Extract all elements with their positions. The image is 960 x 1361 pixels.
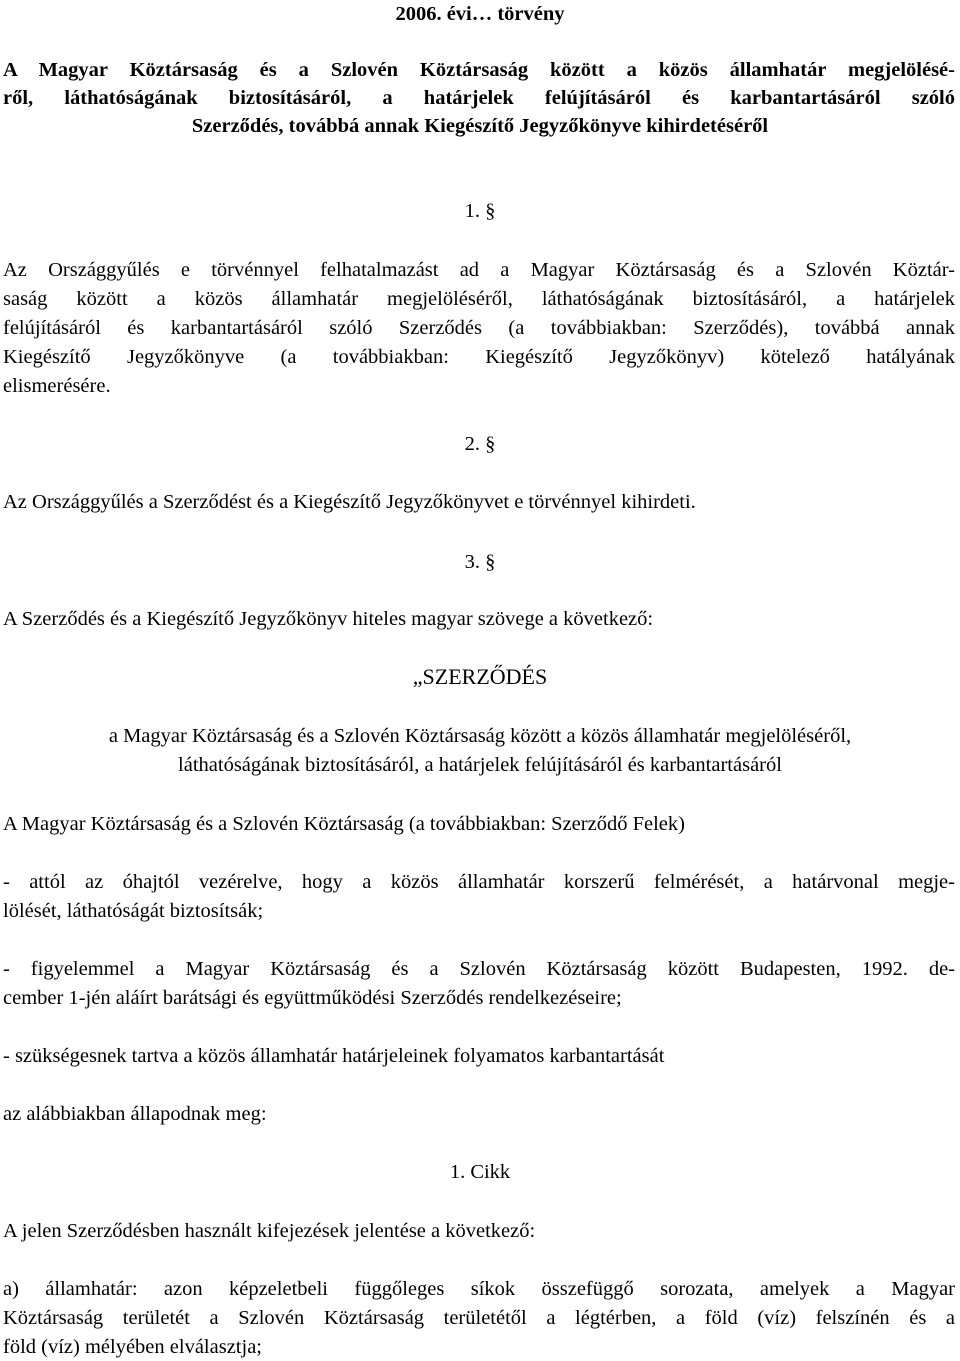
- section-1-line-1: Az Országgyűlés e törvénnyel felhatalmazást ad a Magyar Köztársaság és a Szlovén Köztár-: [3, 259, 955, 281]
- recital-2-line-1: - figyelemmel a Magyar Köztársaság és a Szlovén Köztársaság között Budapesten, 1992. de-: [3, 958, 955, 980]
- recital-1-line-2: lölését, láthatóságát biztosítsák;: [3, 900, 264, 922]
- act-subject-line-3: Szerződés, továbbá annak Kiegészítő Jegyzőkönyve kihirdetéséről: [191, 115, 769, 137]
- recital-2-line-2: cember 1-jén aláírt barátsági és együttműködési Szerződés rendelkezéseire;: [3, 987, 622, 1009]
- treaty-title: „SZERZŐDÉS: [412, 664, 548, 689]
- treaty-parties: A Magyar Köztársaság és a Szlovén Köztársaság (a továbbiakban: Szerződő Felek): [3, 813, 685, 835]
- treaty-agreement: az alábbiakban állapodnak meg:: [3, 1103, 267, 1125]
- article-1-intro: A jelen Szerződésben használt kifejezések jelentése a következő:: [3, 1220, 536, 1242]
- treaty-subtitle-line-1: a Magyar Köztársaság és a Szlovén Köztársaság között a közös államhatár megjelöléséről,: [108, 725, 852, 747]
- article-1-heading: 1. Cikk: [449, 1161, 511, 1183]
- act-title: 2006. évi… törvény: [395, 3, 565, 25]
- recital-3-line-1: - szükségesnek tartva a közös államhatár határjeleinek folyamatos karbantartását: [3, 1045, 665, 1067]
- section-1-line-2: saság között a közös államhatár megjelöléséről, láthatóságának biztosításáról, a határjelek: [3, 288, 955, 310]
- section-1-line-5: elismerésére.: [3, 375, 111, 397]
- definition-a-line-2: Köztársaság területét a Szlovén Köztársaság területétől a légtérben, a föld (víz) felszínén és a: [3, 1307, 955, 1329]
- section-1-line-3: felújításáról és karbantartásáról szóló Szerződés (a továbbiakban: Szerződés), továbbá annak: [3, 317, 955, 339]
- treaty-subtitle-line-2: láthatóságának biztosításáról, a határjelek felújításáról és karbantartásáról: [178, 754, 782, 776]
- section-3-heading: 3. §: [464, 551, 496, 573]
- section-3-line-1: A Szerződés és a Kiegészítő Jegyzőkönyv hiteles magyar szövege a következő:: [3, 608, 654, 630]
- definition-a-line-3: föld (víz) mélyében elválasztja;: [3, 1336, 262, 1358]
- definition-a-line-1: a) államhatár: azon képzeletbeli függőleges síkok összefüggő sorozata, amelyek a Magyar: [3, 1278, 955, 1300]
- section-2-line-1: Az Országgyűlés a Szerződést és a Kiegészítő Jegyzőkönyvet e törvénnyel kihirdeti.: [3, 491, 696, 513]
- section-1-heading: 1. §: [464, 200, 496, 222]
- act-subject-line-1: A Magyar Köztársaság és a Szlovén Köztársaság között a közös államhatár megjelölésé-: [3, 59, 955, 81]
- act-subject-line-2: ről, láthatóságának biztosításáról, a határjelek felújításáról és karbantartásáról szóló: [3, 87, 955, 109]
- section-1-line-4: Kiegészítő Jegyzőkönyve (a továbbiakban: Kiegészítő Jegyzőkönyv) kötelező hatályának: [3, 346, 955, 368]
- section-2-heading: 2. §: [464, 433, 496, 455]
- recital-1-line-1: - attól az óhajtól vezérelve, hogy a közös államhatár korszerű felmérését, a határvonal megje-: [3, 871, 955, 893]
